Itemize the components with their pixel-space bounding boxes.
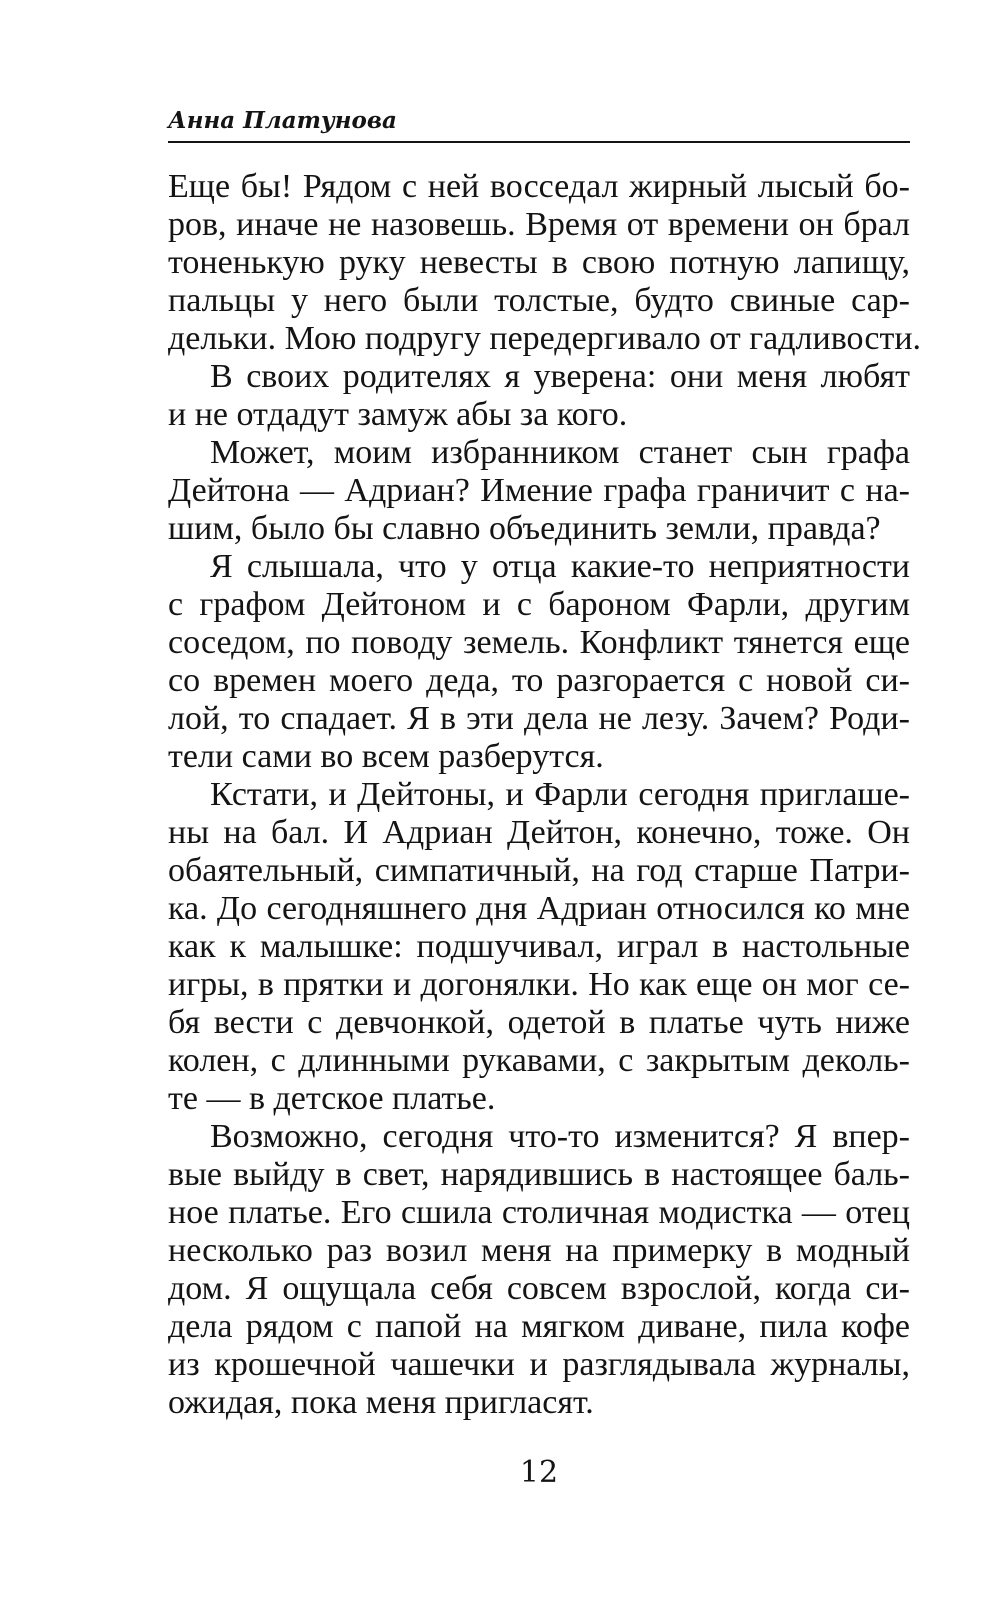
text-line: несколько раз возил меня на примерку в модный [168, 1232, 910, 1269]
page-number: 12 [519, 1455, 559, 1490]
text-line: и не отдадут замуж абы за кого. [168, 396, 628, 433]
text-line: шим, было бы славно объединить земли, правда? [168, 510, 881, 547]
text-line: лой, то спадает. Я в эти дела не лезу. Зачем? Роди- [168, 700, 910, 737]
text-line: ожидая, пока меня пригласят. [168, 1384, 594, 1421]
text-line: дельки. Мою подругу передергивало от гадливости. [168, 320, 922, 357]
header-rule [168, 141, 910, 143]
paragraph [168, 358, 910, 434]
text-line: дела рядом с папой на мягком диване, пила кофе [168, 1308, 910, 1345]
text-line: Кстати, и Дейтоны, и Фарли сегодня приглаше- [210, 776, 910, 813]
text-line: из крошечной чашечки и разглядывала журналы, [168, 1346, 910, 1383]
text-line: Может, моим избранником станет сын графа [210, 434, 910, 471]
text-line: бя вести с девчонкой, одетой в платье чуть ниже [168, 1004, 910, 1041]
text-line: тели сами во всем разберутся. [168, 738, 604, 775]
text-line: как к малышке: подшучивал, играл в настольные [168, 928, 910, 965]
paragraph [168, 548, 910, 776]
paragraph [168, 1118, 910, 1422]
text-line: ны на бал. И Адриан Дейтон, конечно, тоже. Он [168, 814, 910, 851]
body-text [168, 168, 922, 1422]
text-line: колен, с длинными рукавами, с закрытым деколь- [168, 1042, 910, 1079]
text-line: соседом, по поводу земель. Конфликт тянется еще [168, 624, 910, 661]
text-line: дом. Я ощущала себя совсем взрослой, когда си- [168, 1270, 910, 1307]
text-line: В своих родителях я уверена: они меня любят [210, 358, 910, 395]
text-line: Возможно, сегодня что-то изменится? Я впер- [210, 1118, 910, 1155]
text-line: обаятельный, симпатичный, на год старше Патри- [168, 852, 910, 889]
running-head-author: Анна Платунова [168, 107, 397, 134]
text-line: Еще бы! Рядом с ней восседал жирный лысый бо- [168, 168, 910, 205]
text-line: ка. До сегодняшнего дня Адриан относился ко мне [168, 890, 910, 927]
text-line: Дейтона — Адриан? Имение графа граничит с на- [168, 472, 910, 509]
text-line: вые выйду в свет, нарядившись в настоящее баль- [168, 1156, 910, 1193]
paragraph [168, 434, 910, 548]
paragraph [168, 776, 910, 1118]
text-line: Я слышала, что у отца какие-то неприятности [210, 548, 910, 585]
text-line: те — в детское платье. [168, 1080, 496, 1117]
text-line: с графом Дейтоном и с бароном Фарли, другим [168, 586, 910, 623]
paragraph [168, 168, 922, 358]
text-line: ное платье. Его сшила столичная модистка — отец [168, 1194, 910, 1231]
text-line: со времен моего деда, то разгорается с новой си- [168, 662, 910, 699]
text-line: тоненькую руку невесты в свою потную лапищу, [168, 244, 910, 281]
text-line: ров, иначе не назовешь. Время от времени он брал [168, 206, 910, 243]
text-line: игры, в прятки и догонялки. Но как еще он мог се- [168, 966, 910, 1003]
text-line: пальцы у него были толстые, будто свиные сар- [168, 282, 910, 319]
